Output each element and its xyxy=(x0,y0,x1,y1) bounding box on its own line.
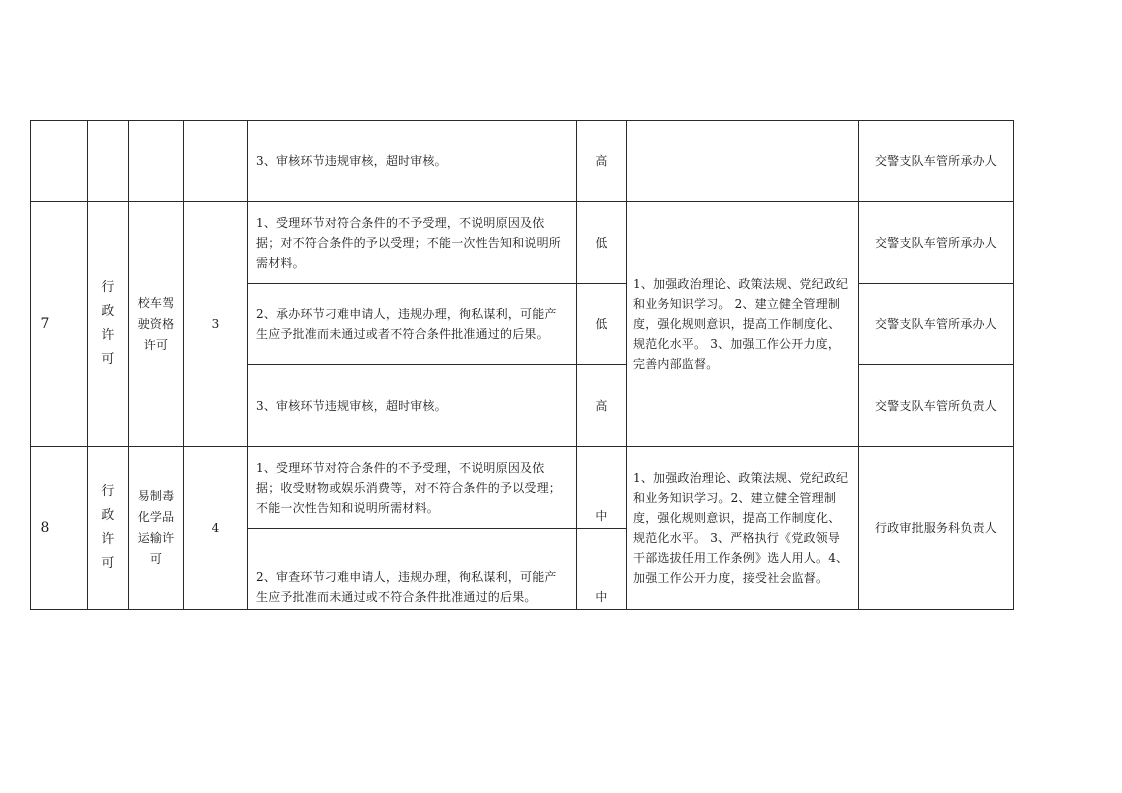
risk-count-cell xyxy=(184,447,247,609)
risk-level: 高 xyxy=(595,154,608,168)
risk-level-cell xyxy=(577,365,626,446)
prevention-measures-cell xyxy=(627,447,858,609)
responsible-cell xyxy=(859,447,1013,609)
risk-point-cell xyxy=(248,202,576,283)
responsible-cell xyxy=(859,202,1013,283)
risk-point-text: 2、审查环节刁难申请人，违规办理，徇私谋利，可能产生应予批准而未通过或不符合条件批准通过的后果。 xyxy=(256,570,557,604)
responsible-person: 交警支队车管所承办人 xyxy=(874,235,997,250)
row-number: 8 xyxy=(40,520,50,536)
power-type-cell xyxy=(88,447,128,609)
power-type: 行政许可 xyxy=(101,280,115,367)
responsible-person: 交警支队车管所承办人 xyxy=(874,154,997,168)
prevention-measures: 1、加强政治理论、政策法规、党纪政纪和业务知识学习。2、建立健全管理制度，强化规则意识，提高工作制度化、规范化水平。 3、严格执行《党政领导干部选拔任用工作条例》选人用人。4、加强工作公开力度，接受社会监督。 xyxy=(633,471,849,585)
prevention-measures-cell xyxy=(627,202,858,446)
power-item: 校车驾驶资格许可 xyxy=(137,295,175,352)
risk-level-cell xyxy=(577,284,626,364)
power-item-cell xyxy=(129,447,183,609)
responsible-person: 交警支队车管所负责人 xyxy=(874,398,997,413)
risk-level: 中 xyxy=(595,590,608,604)
risk-point-text: 1、受理环节对符合条件的不予受理，不说明原因及依据；收受财物或娱乐消费等，对不符合条件的予以受理；不能一次性告知和说明所需材料。 xyxy=(256,460,562,515)
power-type: 行政许可 xyxy=(101,484,115,571)
row-number-cell xyxy=(31,202,59,446)
responsible-cell xyxy=(859,284,1013,364)
risk-point-cell xyxy=(248,447,576,528)
risk-point-cell xyxy=(248,529,576,609)
risk-count: 4 xyxy=(211,521,220,535)
risk-level-cell xyxy=(577,202,626,283)
prevention-measures: 1、加强政治理论、政策法规、党纪政纪和业务知识学习。 2、建立健全管理制度，强化规则意识，提高工作制度化、规范化水平。 3、加强工作公开力度，完善内部监督。 xyxy=(633,277,849,371)
risk-level: 低 xyxy=(595,235,608,250)
responsible-cell xyxy=(859,121,1013,201)
risk-count-cell xyxy=(184,202,247,446)
responsible-person: 行政审批服务科负责人 xyxy=(874,521,997,535)
row-number: 7 xyxy=(40,316,50,332)
table-border-right xyxy=(1013,120,1014,610)
risk-point-text: 3、审核环节违规审核，超时审核。 xyxy=(256,398,447,413)
risk-point-text: 3、审核环节违规审核，超时审核。 xyxy=(256,154,447,168)
power-item: 易制毒化学品运输许可 xyxy=(137,489,175,566)
risk-level-cell xyxy=(577,529,626,609)
risk-level: 低 xyxy=(595,317,608,331)
risk-level-cell xyxy=(577,121,626,201)
risk-level-cell xyxy=(577,447,626,528)
risk-count: 3 xyxy=(211,317,220,331)
responsible-cell xyxy=(859,365,1013,446)
risk-point-text: 1、受理环节对符合条件的不予受理，不说明原因及依据；对不符合条件的予以受理；不能一次性告知和说明所需材料。 xyxy=(256,215,562,270)
risk-point-cell xyxy=(248,365,576,446)
power-type-cell xyxy=(88,202,128,446)
risk-point-text: 2、承办环节刁难申请人，违规办理，徇私谋利，可能产生应予批准而未通过或者不符合条件批准通过的后果。 xyxy=(256,307,557,341)
responsible-person: 交警支队车管所承办人 xyxy=(874,317,997,331)
table-border-bottom xyxy=(30,609,1014,610)
risk-point-cell xyxy=(248,284,576,364)
risk-level: 中 xyxy=(595,509,608,523)
risk-point-cell xyxy=(248,121,576,201)
row-number-cell xyxy=(31,447,59,609)
risk-level: 高 xyxy=(595,398,608,413)
power-item-cell xyxy=(129,202,183,446)
